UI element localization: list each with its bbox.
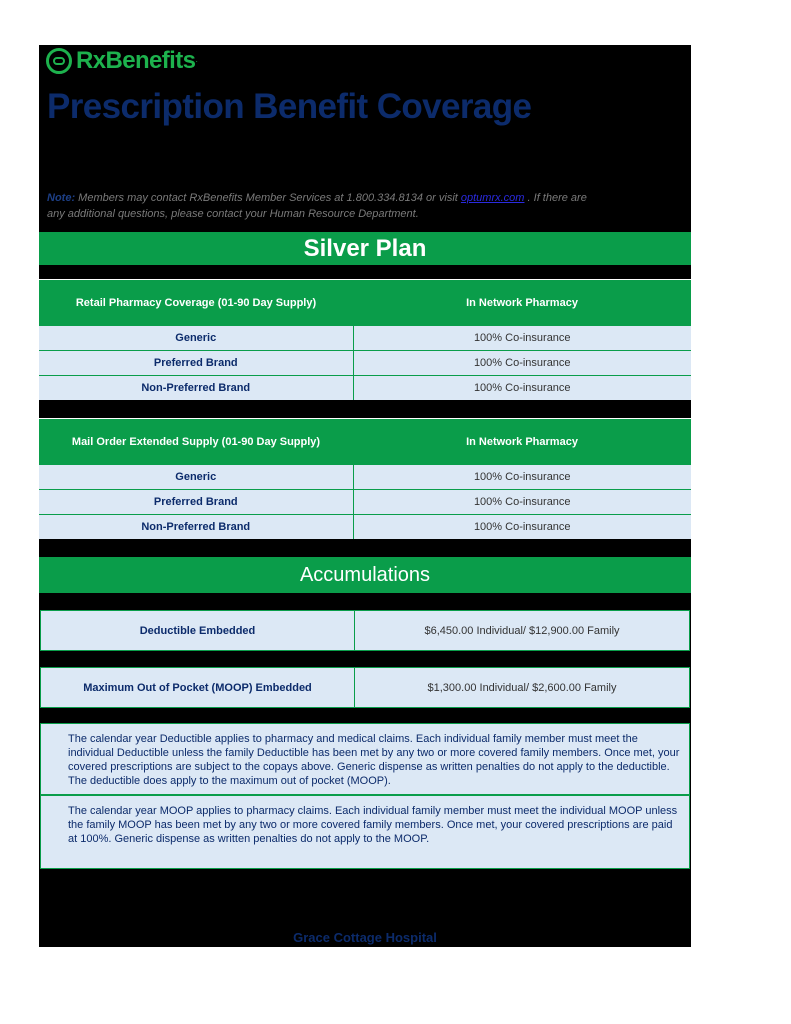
tier-label: Preferred Brand: [39, 490, 354, 514]
moop-row: [40, 667, 690, 708]
tier-value: 100% Co-insurance: [473, 471, 571, 483]
deductible-label: Deductible Embedded: [41, 611, 355, 650]
mail-table-header: [39, 418, 691, 464]
retail-table-header: [39, 279, 691, 325]
moop-label: Maximum Out of Pocket (MOOP) Embedded: [41, 668, 355, 707]
retail-header-coverage: Retail Pharmacy Coverage (01-90 Day Supply): [75, 296, 317, 309]
tier-value: 100% Co-insurance: [473, 496, 571, 508]
table-row: [39, 325, 691, 350]
plan-band: Silver Plan: [39, 232, 691, 265]
logo-tm: ·: [195, 56, 199, 66]
rxbenefits-logo: [46, 46, 198, 76]
tier-label: Non-Preferred Brand: [39, 376, 354, 400]
optumrx-link[interactable]: optumrx.com: [460, 192, 525, 204]
employer-name: Grace Cottage Hospital: [293, 930, 437, 945]
logo-text: RxBenefits: [76, 47, 196, 74]
moop-value: $1,300.00 Individual/ $2,600.00 Family: [427, 681, 617, 694]
table-row: [39, 375, 691, 400]
note-text-before: Members may contact RxBenefits Member Services at 1.800.334.8134 or visit: [75, 192, 461, 204]
document-page: [39, 45, 691, 947]
table-row: [39, 464, 691, 489]
retail-coverage-table: [39, 279, 691, 400]
tier-label: Generic: [39, 465, 354, 489]
tier-value: 100% Co-insurance: [473, 521, 571, 533]
note-label: Note:: [47, 192, 76, 204]
mail-header-network: In Network Pharmacy: [466, 435, 578, 448]
moop-explanation: The calendar year MOOP applies to pharmacy claims. Each individual family member must meet the individual MOOP unless the family MOOP has been met by any two or more covered family members. Once met, your covered prescriptions are paid at 100%. Generic dispense as written penalties do not apply to the MOOP.: [40, 795, 690, 869]
accumulations-band: Accumulations: [39, 557, 691, 593]
tier-label: Non-Preferred Brand: [39, 515, 354, 539]
retail-header-network: In Network Pharmacy: [466, 296, 578, 309]
deductible-row: [40, 610, 690, 651]
tier-value: 100% Co-insurance: [473, 382, 571, 394]
tier-value: 100% Co-insurance: [473, 357, 571, 369]
note-text-after: . If there are any additional questions, please contact your Human Resource Department.: [47, 192, 587, 220]
table-row: [39, 350, 691, 375]
deductible-explanation: The calendar year Deductible applies to pharmacy and medical claims. Each individual family member must meet the individual Deductible unless the family Deductible has been met by any two or more covered family members. Once met, your covered prescriptions are subject to the copays above. Generic dispense as written penalties do not apply to the deductible. The deductible does apply to the maximum out of pocket (MOOP).: [40, 723, 690, 795]
tier-label: Preferred Brand: [39, 351, 354, 375]
member-services-note: [47, 190, 607, 222]
deductible-value: $6,450.00 Individual/ $12,900.00 Family: [424, 624, 620, 637]
table-row: [39, 514, 691, 539]
pill-icon: [46, 48, 72, 74]
tier-label: Generic: [39, 326, 354, 350]
page-title: Prescription Benefit Coverage: [47, 87, 532, 126]
mail-header-coverage: Mail Order Extended Supply (01-90 Day Supply): [71, 435, 321, 448]
tier-value: 100% Co-insurance: [473, 332, 571, 344]
mail-order-table: [39, 418, 691, 539]
table-row: [39, 489, 691, 514]
